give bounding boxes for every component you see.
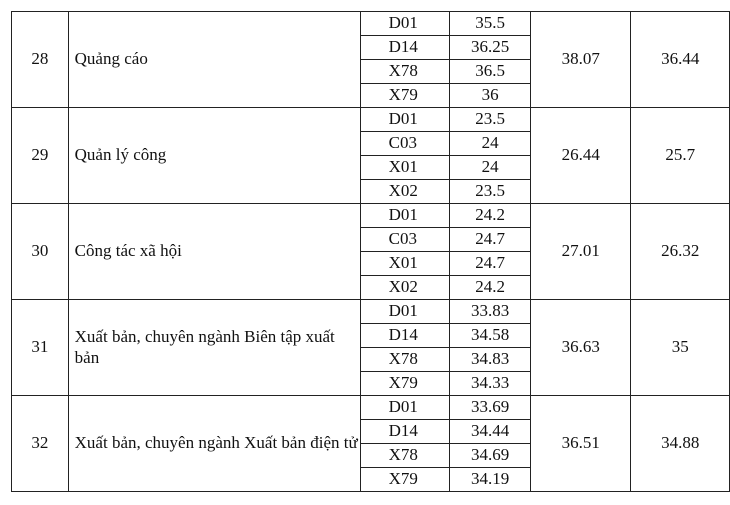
score-table-container (11, 11, 730, 492)
subject-combination: D01 (360, 108, 450, 132)
subject-combination: C03 (360, 228, 450, 252)
subject-combination: C03 (360, 132, 450, 156)
combination-score: 23.5 (450, 108, 531, 132)
combination-score: 34.33 (450, 372, 531, 396)
combination-score: 35.5 (450, 12, 531, 36)
major-name: Xuất bản, chuyên ngành Biên tập xuất bản (68, 300, 360, 396)
score-table-body (12, 12, 730, 492)
major-name: Công tác xã hội (68, 204, 360, 300)
score-column-a: 27.01 (530, 204, 630, 300)
subject-combination: X78 (360, 348, 450, 372)
subject-combination: D01 (360, 204, 450, 228)
score-column-a: 36.63 (530, 300, 630, 396)
table-row (12, 12, 730, 36)
combination-score: 24.7 (450, 228, 531, 252)
score-column-b: 35 (631, 300, 730, 396)
combination-score: 23.5 (450, 180, 531, 204)
combination-score: 34.69 (450, 444, 531, 468)
subject-combination: D01 (360, 300, 450, 324)
subject-combination: D14 (360, 324, 450, 348)
combination-score: 33.83 (450, 300, 531, 324)
row-number: 30 (12, 204, 69, 300)
table-row (12, 204, 730, 228)
score-table (11, 11, 730, 492)
subject-combination: X02 (360, 276, 450, 300)
subject-combination: X78 (360, 444, 450, 468)
combination-score: 36.5 (450, 60, 531, 84)
score-column-b: 34.88 (631, 396, 730, 492)
combination-score: 24.2 (450, 204, 531, 228)
row-number: 28 (12, 12, 69, 108)
combination-score: 33.69 (450, 396, 531, 420)
major-name: Quản lý công (68, 108, 360, 204)
subject-combination: D01 (360, 396, 450, 420)
subject-combination: X79 (360, 372, 450, 396)
combination-score: 34.58 (450, 324, 531, 348)
score-column-b: 26.32 (631, 204, 730, 300)
score-column-b: 36.44 (631, 12, 730, 108)
combination-score: 24 (450, 132, 531, 156)
subject-combination: X01 (360, 252, 450, 276)
subject-combination: D01 (360, 12, 450, 36)
combination-score: 24.2 (450, 276, 531, 300)
combination-score: 34.19 (450, 468, 531, 492)
score-column-a: 38.07 (530, 12, 630, 108)
score-column-a: 26.44 (530, 108, 630, 204)
subject-combination: D14 (360, 36, 450, 60)
combination-score: 24.7 (450, 252, 531, 276)
score-column-a: 36.51 (530, 396, 630, 492)
subject-combination: X79 (360, 84, 450, 108)
combination-score: 34.44 (450, 420, 531, 444)
combination-score: 36.25 (450, 36, 531, 60)
table-row (12, 108, 730, 132)
subject-combination: X79 (360, 468, 450, 492)
score-column-b: 25.7 (631, 108, 730, 204)
table-row (12, 300, 730, 324)
combination-score: 36 (450, 84, 531, 108)
row-number: 32 (12, 396, 69, 492)
combination-score: 24 (450, 156, 531, 180)
major-name: Quảng cáo (68, 12, 360, 108)
subject-combination: X02 (360, 180, 450, 204)
subject-combination: X78 (360, 60, 450, 84)
table-row (12, 396, 730, 420)
subject-combination: D14 (360, 420, 450, 444)
subject-combination: X01 (360, 156, 450, 180)
row-number: 31 (12, 300, 69, 396)
major-name: Xuất bản, chuyên ngành Xuất bản điện tử (68, 396, 360, 492)
combination-score: 34.83 (450, 348, 531, 372)
row-number: 29 (12, 108, 69, 204)
